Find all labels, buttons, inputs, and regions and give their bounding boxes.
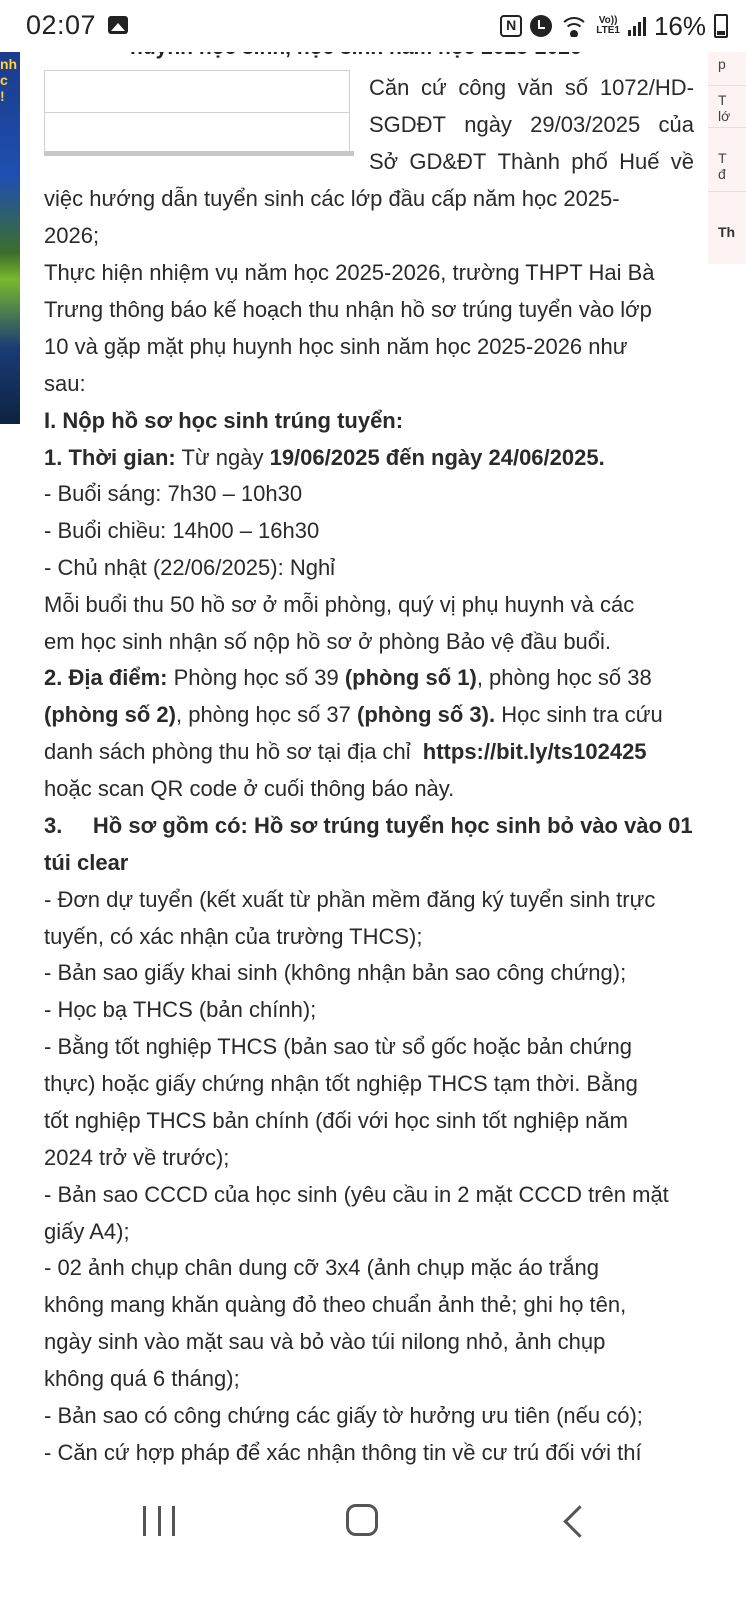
lookup-line: danh sách phòng thu hồ sơ tại địa chỉ https://bit.ly/ts102425 bbox=[44, 739, 647, 764]
recent-apps-button[interactable] bbox=[143, 1506, 175, 1536]
docs-line: ngày sinh vào mặt sau và bỏ vào túi nilong nhỏ, ảnh chụp bbox=[44, 1329, 606, 1354]
alarm-icon bbox=[530, 15, 552, 37]
empty-table bbox=[44, 70, 350, 155]
paragraph-line: 10 và gặp mặt phụ huynh học sinh năm học 2025-2026 như bbox=[44, 334, 628, 359]
docs-line: - 02 ảnh chụp chân dung cỡ 3x4 (ảnh chụp mặc áo trắng bbox=[44, 1255, 600, 1280]
schedule-afternoon: - Buổi chiều: 14h00 – 16h30 bbox=[44, 518, 320, 543]
status-time: 02:07 bbox=[26, 10, 97, 40]
section-heading: I. Nộp hồ sơ học sinh trúng tuyển: bbox=[44, 408, 404, 433]
table-scrollbar[interactable] bbox=[44, 151, 354, 156]
paragraph-line: Thực hiện nhiệm vụ năm học 2025-2026, trường THPT Hai Bà bbox=[44, 260, 655, 285]
nfc-icon: N bbox=[500, 15, 522, 37]
docs-heading: 3. Hồ sơ gồm có: Hồ sơ trúng tuyển học sinh bỏ vào vào 01 bbox=[44, 813, 693, 838]
left-banner-image[interactable] bbox=[0, 44, 20, 424]
schedule-sunday: - Chủ nhật (22/06/2025): Nghỉ bbox=[44, 555, 336, 580]
left-banner-text: nh c ! bbox=[0, 56, 18, 104]
paragraph-line: hoặc scan QR code ở cuối thông báo này. bbox=[44, 776, 455, 801]
right-sidebar-panel[interactable] bbox=[708, 44, 746, 264]
volte-icon: Vo)) LTE1 bbox=[596, 15, 620, 36]
back-button[interactable] bbox=[560, 1506, 590, 1536]
sidebar-link[interactable]: Th bbox=[718, 224, 736, 240]
navigation-bar bbox=[0, 1480, 746, 1600]
battery-icon bbox=[714, 14, 728, 38]
paragraph-line: Trưng thông báo kế hoạch thu nhận hồ sơ trúng tuyển vào lớp bbox=[44, 297, 652, 322]
home-button[interactable] bbox=[346, 1504, 378, 1536]
battery-percent: 16% bbox=[653, 10, 706, 41]
docs-line: thực) hoặc giấy chứng nhận tốt nghiệp THCS tạm thời. Bằng bbox=[44, 1071, 638, 1096]
intro-line: việc hướng dẫn tuyển sinh các lớp đầu cấp năm học 2025- bbox=[44, 186, 620, 211]
intro-line: SGDĐT ngày 29/03/2025 của bbox=[369, 112, 694, 137]
intro-line: Sở GD&ĐT Thành phố Huế về bbox=[369, 149, 694, 174]
sidebar-link[interactable]: p bbox=[708, 44, 746, 86]
docs-line: - Bằng tốt nghiệp THCS (bản sao từ sổ gốc hoặc bản chứng bbox=[44, 1034, 632, 1059]
docs-line: tốt nghiệp THCS bản chính (đối với học sinh tốt nghiệp năm bbox=[44, 1108, 628, 1133]
docs-line: - Bản sao giấy khai sinh (không nhận bản sao công chứng); bbox=[44, 960, 627, 985]
sidebar-link[interactable]: T đ bbox=[708, 150, 746, 192]
docs-line: - Học bạ THCS (bản chính); bbox=[44, 997, 317, 1022]
sidebar-link[interactable]: T lớ bbox=[708, 86, 746, 128]
place-line: (phòng số 2), phòng học số 37 (phòng số 3). Học sinh tra cứu bbox=[44, 702, 663, 727]
schedule-morning: - Buổi sáng: 7h30 – 10h30 bbox=[44, 481, 303, 506]
gallery-icon bbox=[108, 16, 128, 34]
intro-line: 2026; bbox=[44, 223, 100, 248]
paragraph-line: Mỗi buổi thu 50 hồ sơ ở mỗi phòng, quý vị phụ huynh và các bbox=[44, 592, 635, 617]
place-line: 2. Địa điểm: Phòng học số 39 (phòng số 1), phòng học số 38 bbox=[44, 665, 652, 690]
docs-heading: túi clear bbox=[44, 850, 129, 875]
docs-line: không quá 6 tháng); bbox=[44, 1366, 240, 1391]
docs-line: tuyến, có xác nhận của trường THCS); bbox=[44, 924, 423, 949]
docs-line: không mang khăn quàng đỏ theo chuẩn ảnh thẻ; ghi họ tên, bbox=[44, 1292, 627, 1317]
wifi-icon bbox=[560, 15, 588, 37]
table-cell bbox=[45, 113, 350, 155]
docs-line: 2024 trở về trước); bbox=[44, 1145, 230, 1170]
lookup-link[interactable]: https://bit.ly/ts102425 bbox=[422, 739, 647, 764]
docs-line: giấy A4); bbox=[44, 1219, 130, 1244]
paragraph-line: sau: bbox=[44, 371, 86, 396]
intro-line: Căn cứ công văn số 1072/HD- bbox=[369, 75, 694, 100]
docs-line: - Bản sao CCCD của học sinh (yêu cầu in 2 mặt CCCD trên mặt bbox=[44, 1182, 669, 1207]
signal-icon bbox=[628, 16, 646, 36]
paragraph-line: em học sinh nhận số nộp hồ sơ ở phòng Bảo vệ đầu buổi. bbox=[44, 629, 612, 654]
docs-line: - Đơn dự tuyển (kết xuất từ phần mềm đăng ký tuyển sinh trực bbox=[44, 887, 656, 912]
time-line: 1. Thời gian: Từ ngày 19/06/2025 đến ngày 24/06/2025. bbox=[44, 445, 605, 470]
docs-line: - Căn cứ hợp pháp để xác nhận thông tin về cư trú đối với thí bbox=[44, 1440, 642, 1465]
table-cell bbox=[45, 71, 350, 113]
docs-line: - Bản sao có công chứng các giấy tờ hưởng ưu tiên (nếu có); bbox=[44, 1403, 643, 1428]
status-icons bbox=[500, 8, 728, 44]
status-bar bbox=[0, 0, 746, 52]
